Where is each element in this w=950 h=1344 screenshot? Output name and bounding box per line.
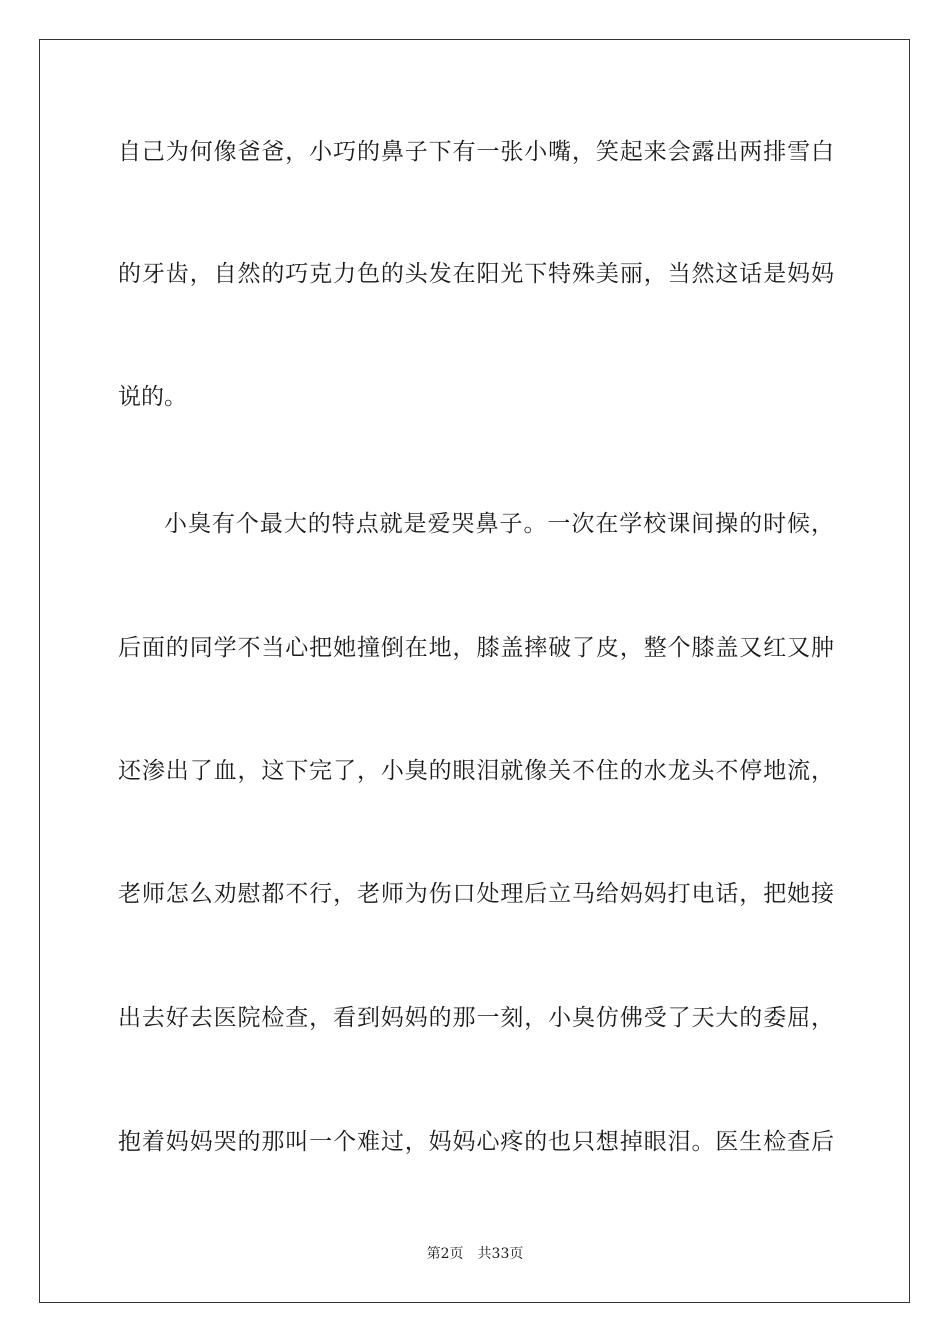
- page-number: 第2页: [426, 1246, 464, 1262]
- page-total: 共33页: [477, 1246, 524, 1262]
- page-footer: [0, 1244, 950, 1264]
- text-line-3: 说的。: [118, 384, 187, 410]
- page-border: [39, 39, 910, 1303]
- text-line-2: 的牙齿，自然的巧克力色的头发在阳光下特殊美丽，当然这话是妈妈: [118, 261, 834, 287]
- text-line-7: 老师怎么劝慰都不行，老师为伤口处理后立马给妈妈打电话，把她接: [118, 881, 834, 907]
- text-line-5: 后面的同学不当心把她撞倒在地，膝盖摔破了皮，整个膝盖又红又肿: [118, 635, 834, 661]
- text-line-9: 抱着妈妈哭的那叫一个难过，妈妈心疼的也只想掉眼泪。医生检查后: [118, 1129, 834, 1155]
- text-line-1: 自己为何像爸爸，小巧的鼻子下有一张小嘴，笑起来会露出两排雪白: [118, 139, 834, 165]
- text-line-8: 出去好去医院检查，看到妈妈的那一刻，小臭仿佛受了天大的委屈，: [118, 1005, 834, 1031]
- text-line-4: 小臭有个最大的特点就是爱哭鼻子。一次在学校课间操的时候，: [164, 511, 834, 537]
- text-line-6: 还渗出了血，这下完了，小臭的眼泪就像关不住的水龙头不停地流，: [118, 758, 834, 784]
